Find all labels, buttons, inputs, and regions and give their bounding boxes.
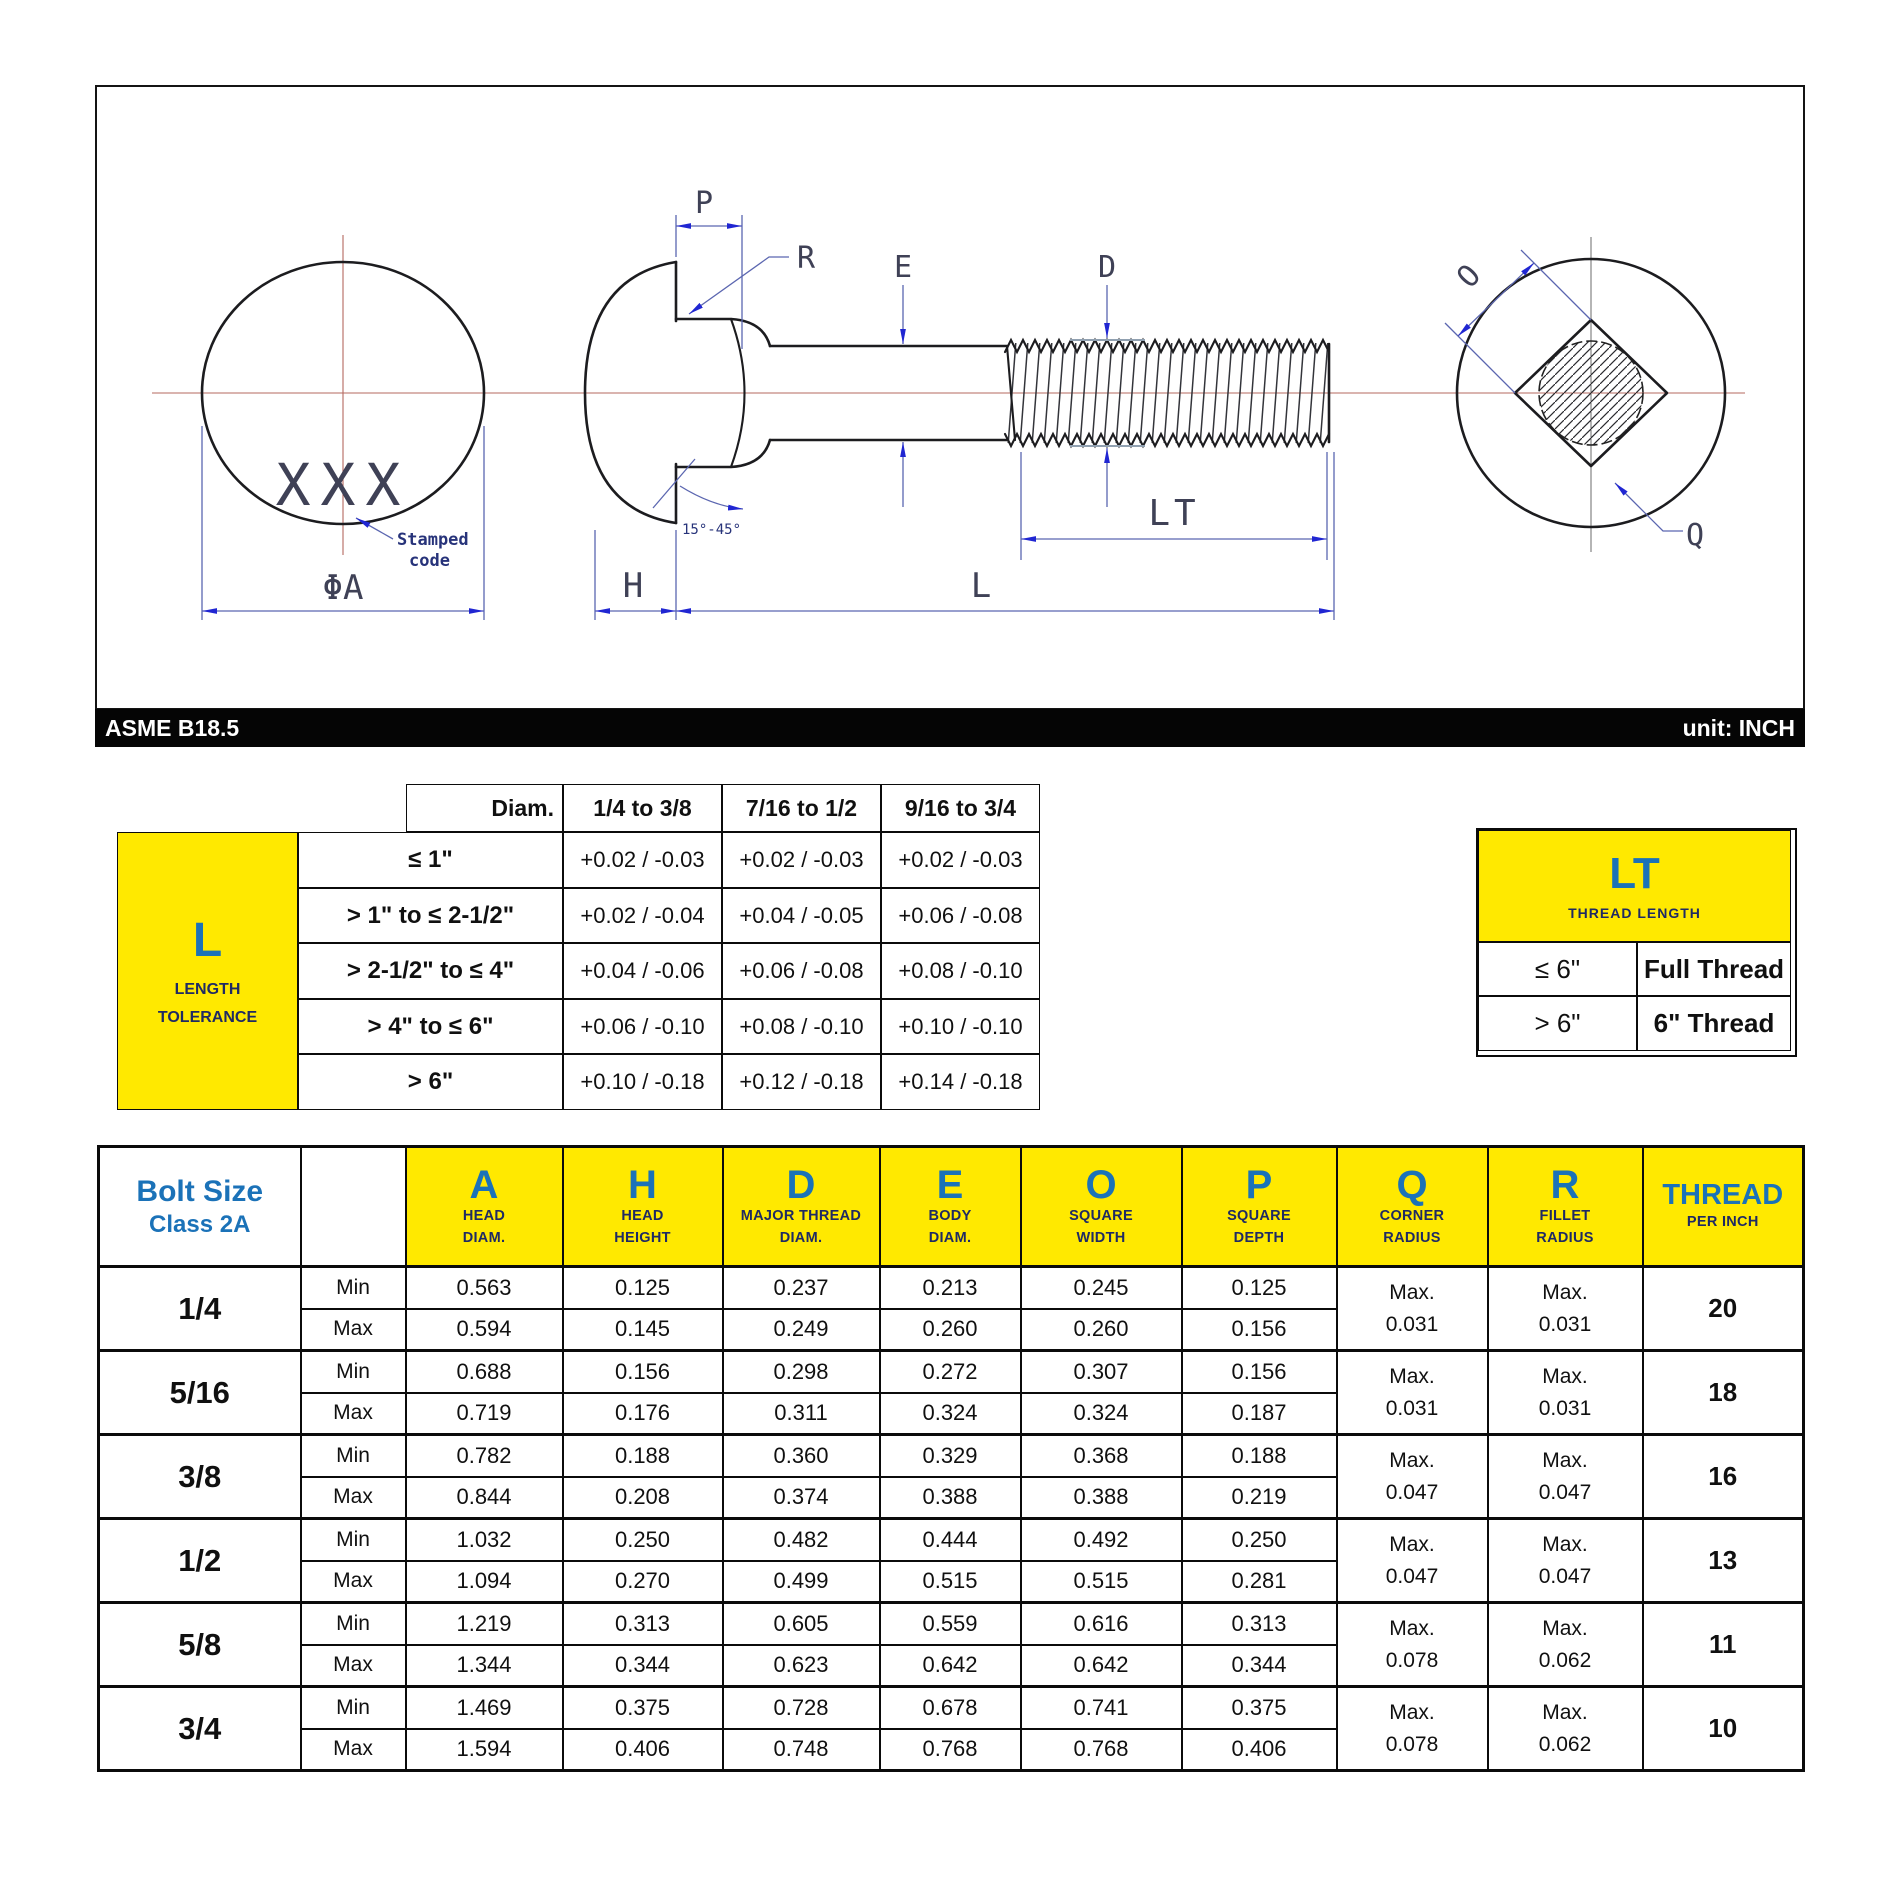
bolt-size: 1/4 (99, 1267, 301, 1351)
col-header-A: A HEAD DIAM. (406, 1147, 563, 1267)
value-cell: 0.260 (880, 1309, 1021, 1351)
tolerance-value: +0.08 / -0.10 (881, 943, 1040, 999)
tolerance-range-header: 9/16 to 3/4 (881, 784, 1040, 832)
tolerance-table (115, 782, 1046, 1116)
lt-condition: > 6" (1478, 996, 1637, 1051)
corner-radius-cell: Max. 0.078 (1337, 1687, 1488, 1771)
value-cell: 0.187 (1182, 1393, 1337, 1435)
value-cell: 1.032 (406, 1519, 563, 1561)
value-cell: 0.344 (1182, 1645, 1337, 1687)
value-cell: 1.469 (406, 1687, 563, 1729)
blank-header (301, 1147, 406, 1267)
tolerance-title-2: TOLERANCE (157, 1009, 258, 1027)
tolerance-value: +0.04 / -0.06 (563, 943, 722, 999)
value-cell: 0.768 (880, 1729, 1021, 1771)
value-cell: 0.313 (563, 1603, 723, 1645)
min-label: Min (301, 1267, 406, 1309)
tolerance-value: +0.02 / -0.04 (563, 888, 722, 943)
tpi-cell: 16 (1643, 1435, 1804, 1519)
stamp-note-2: code (409, 551, 450, 571)
col-header-Q: Q CORNER RADIUS (1337, 1147, 1488, 1267)
carriage-bolt-drawing (97, 87, 1803, 708)
value-cell: 0.237 (723, 1267, 880, 1309)
tolerance-title-letter: L (192, 913, 223, 967)
value-cell: 0.188 (1182, 1435, 1337, 1477)
value-cell: 0.642 (1021, 1645, 1182, 1687)
value-cell: 0.213 (880, 1267, 1021, 1309)
value-cell: 0.208 (563, 1477, 723, 1519)
bolt-size-header: Bolt Size Class 2A (99, 1147, 301, 1267)
lt-table (1476, 828, 1797, 1057)
tolerance-value: +0.10 / -0.18 (563, 1054, 722, 1110)
value-cell: 0.125 (1182, 1267, 1337, 1309)
value-cell: 0.499 (723, 1561, 880, 1603)
value-cell: 0.642 (880, 1645, 1021, 1687)
dim-label-neck-depth: P (694, 186, 714, 221)
back-view (1445, 250, 1725, 553)
stamp-note-1: Stamped (397, 530, 469, 550)
value-cell: 0.728 (723, 1687, 880, 1729)
tolerance-title-cell (117, 832, 298, 1110)
value-cell: 0.329 (880, 1435, 1021, 1477)
value-cell: 0.324 (880, 1393, 1021, 1435)
tolerance-value: +0.04 / -0.05 (722, 888, 881, 943)
lt-title: LT (1609, 848, 1660, 898)
dim-label-body-diam: E (893, 250, 913, 285)
col-header-E: E BODY DIAM. (880, 1147, 1021, 1267)
value-cell: 0.219 (1182, 1477, 1337, 1519)
tolerance-value: +0.14 / -0.18 (881, 1054, 1040, 1110)
max-label: Max (301, 1309, 406, 1351)
value-cell: 0.260 (1021, 1309, 1182, 1351)
corner-radius-cell: Max. 0.031 (1337, 1351, 1488, 1435)
value-cell: 0.272 (880, 1351, 1021, 1393)
spec-row (99, 1519, 1804, 1561)
fillet-radius-cell: Max. 0.047 (1488, 1435, 1643, 1519)
dim-label-corner-radius: Q (1685, 518, 1705, 553)
value-cell: 1.219 (406, 1603, 563, 1645)
value-cell: 0.741 (1021, 1687, 1182, 1729)
value-cell: 0.344 (563, 1645, 723, 1687)
value-cell: 1.094 (406, 1561, 563, 1603)
bolt-size: 1/2 (99, 1519, 301, 1603)
min-label: Min (301, 1519, 406, 1561)
value-cell: 0.515 (1021, 1561, 1182, 1603)
lt-condition: ≤ 6" (1478, 942, 1637, 996)
value-cell: 0.156 (1182, 1351, 1337, 1393)
tolerance-value: +0.12 / -0.18 (722, 1054, 881, 1110)
value-cell: 0.748 (723, 1729, 880, 1771)
bolt-size: 5/8 (99, 1603, 301, 1687)
col-header-H: H HEAD HEIGHT (563, 1147, 723, 1267)
value-cell: 0.125 (563, 1267, 723, 1309)
value-cell: 0.719 (406, 1393, 563, 1435)
tolerance-range: > 6" (298, 1054, 563, 1110)
spec-row (99, 1435, 1804, 1477)
col-header-R: R FILLET RADIUS (1488, 1147, 1643, 1267)
corner-radius-cell: Max. 0.047 (1337, 1519, 1488, 1603)
dim-label-head-diam: ΦA (322, 568, 364, 608)
col-header-thread: THREAD PER INCH (1643, 1147, 1804, 1267)
value-cell: 0.250 (563, 1519, 723, 1561)
max-label: Max (301, 1561, 406, 1603)
tpi-cell: 10 (1643, 1687, 1804, 1771)
value-cell: 0.559 (880, 1603, 1021, 1645)
bolt-size: 5/16 (99, 1351, 301, 1435)
value-cell: 0.298 (723, 1351, 880, 1393)
tolerance-range: > 2-1/2" to ≤ 4" (298, 943, 563, 999)
value-cell: 0.444 (880, 1519, 1021, 1561)
tpi-cell: 18 (1643, 1351, 1804, 1435)
max-label: Max (301, 1477, 406, 1519)
fillet-radius-cell: Max. 0.031 (1488, 1267, 1643, 1351)
tpi-cell: 13 (1643, 1519, 1804, 1603)
value-cell: 0.245 (1021, 1267, 1182, 1309)
col-header-D: D MAJOR THREAD DIAM. (723, 1147, 880, 1267)
value-cell: 0.375 (1182, 1687, 1337, 1729)
fillet-radius-cell: Max. 0.062 (1488, 1687, 1643, 1771)
max-label: Max (301, 1729, 406, 1771)
value-cell: 0.307 (1021, 1351, 1182, 1393)
value-cell: 0.313 (1182, 1603, 1337, 1645)
tolerance-title-1: LENGTH (174, 981, 241, 999)
value-cell: 0.844 (406, 1477, 563, 1519)
value-cell: 0.360 (723, 1435, 880, 1477)
side-view (585, 186, 1334, 620)
value-cell: 0.768 (1021, 1729, 1182, 1771)
bolt-size: 3/4 (99, 1687, 301, 1771)
lt-title-cell (1478, 830, 1791, 942)
thread-hatch (1005, 343, 1329, 443)
standard-label: ASME B18.5 (105, 714, 240, 741)
value-cell: 1.344 (406, 1645, 563, 1687)
value-cell: 0.368 (1021, 1435, 1182, 1477)
min-label: Min (301, 1435, 406, 1477)
value-cell: 0.388 (1021, 1477, 1182, 1519)
value-cell: 0.156 (563, 1351, 723, 1393)
max-label: Max (301, 1645, 406, 1687)
spec-row (99, 1351, 1804, 1393)
corner-radius-cell: Max. 0.047 (1337, 1435, 1488, 1519)
value-cell: 0.688 (406, 1351, 563, 1393)
value-cell: 0.249 (723, 1309, 880, 1351)
tolerance-value: +0.02 / -0.03 (881, 832, 1040, 888)
value-cell: 0.311 (723, 1393, 880, 1435)
body-section-hatched (1539, 341, 1643, 445)
tolerance-range-header: 7/16 to 1/2 (722, 784, 881, 832)
tpi-cell: 11 (1643, 1603, 1804, 1687)
value-cell: 0.406 (563, 1729, 723, 1771)
value-cell: 0.324 (1021, 1393, 1182, 1435)
spec-header-row (99, 1147, 1804, 1267)
min-label: Min (301, 1351, 406, 1393)
value-cell: 0.388 (880, 1477, 1021, 1519)
tolerance-value: +0.06 / -0.08 (881, 888, 1040, 943)
value-cell: 0.594 (406, 1309, 563, 1351)
unit-label: unit: INCH (1682, 714, 1795, 741)
col-header-P: P SQUARE DEPTH (1182, 1147, 1337, 1267)
min-label: Min (301, 1603, 406, 1645)
tolerance-range: > 4" to ≤ 6" (298, 999, 563, 1054)
tolerance-value: +0.08 / -0.10 (722, 999, 881, 1054)
tolerance-range-header: 1/4 to 3/8 (563, 784, 722, 832)
bolt-size: 3/8 (99, 1435, 301, 1519)
value-cell: 0.176 (563, 1393, 723, 1435)
col-header-O: O SQUARE WIDTH (1021, 1147, 1182, 1267)
value-cell: 0.250 (1182, 1519, 1337, 1561)
tolerance-range: ≤ 1" (298, 832, 563, 888)
spec-row (99, 1687, 1804, 1729)
value-cell: 0.270 (563, 1561, 723, 1603)
value-cell: 0.156 (1182, 1309, 1337, 1351)
value-cell: 0.492 (1021, 1519, 1182, 1561)
value-cell: 0.145 (563, 1309, 723, 1351)
dim-label-head-height: H (622, 566, 644, 606)
corner-radius-cell: Max. 0.078 (1337, 1603, 1488, 1687)
value-cell: 0.616 (1021, 1603, 1182, 1645)
stamp-text: XXX (275, 451, 411, 519)
spec-row (99, 1267, 1804, 1309)
value-cell: 0.678 (880, 1687, 1021, 1729)
value-cell: 0.563 (406, 1267, 563, 1309)
lt-subtitle: THREAD LENGTH (1568, 905, 1701, 922)
value-cell: 1.594 (406, 1729, 563, 1771)
dim-label-length: L (970, 566, 992, 606)
value-cell: 0.406 (1182, 1729, 1337, 1771)
angle-note: 15°-45° (682, 522, 742, 538)
lt-result: 6" Thread (1637, 996, 1791, 1051)
value-cell: 0.281 (1182, 1561, 1337, 1603)
corner-radius-cell: Max. 0.031 (1337, 1267, 1488, 1351)
tolerance-range: > 1" to ≤ 2-1/2" (298, 888, 563, 943)
spec-table (97, 1145, 1805, 1772)
value-cell: 0.375 (563, 1687, 723, 1729)
value-cell: 0.188 (563, 1435, 723, 1477)
tolerance-diam-label: Diam. (406, 784, 563, 832)
fillet-radius-cell: Max. 0.031 (1488, 1351, 1643, 1435)
tpi-cell: 20 (1643, 1267, 1804, 1351)
tolerance-value: +0.02 / -0.03 (722, 832, 881, 888)
dim-label-thread-diam: D (1097, 250, 1117, 285)
fillet-radius-cell: Max. 0.047 (1488, 1519, 1643, 1603)
value-cell: 0.482 (723, 1519, 880, 1561)
tolerance-value: +0.10 / -0.10 (881, 999, 1040, 1054)
tolerance-value: +0.06 / -0.10 (563, 999, 722, 1054)
max-label: Max (301, 1393, 406, 1435)
min-label: Min (301, 1687, 406, 1729)
value-cell: 0.515 (880, 1561, 1021, 1603)
standard-bar (95, 709, 1805, 747)
drawing-box (95, 85, 1805, 710)
spec-row (99, 1603, 1804, 1645)
value-cell: 0.623 (723, 1645, 880, 1687)
tolerance-value: +0.02 / -0.03 (563, 832, 722, 888)
dim-label-thread-length: LT (1148, 493, 1200, 534)
value-cell: 0.782 (406, 1435, 563, 1477)
value-cell: 0.605 (723, 1603, 880, 1645)
value-cell: 0.374 (723, 1477, 880, 1519)
tolerance-value: +0.06 / -0.08 (722, 943, 881, 999)
dim-label-fillet-radius: R (797, 241, 816, 276)
lt-result: Full Thread (1637, 942, 1791, 996)
fillet-radius-cell: Max. 0.062 (1488, 1603, 1643, 1687)
dim-label-square-width: O (1450, 257, 1489, 296)
